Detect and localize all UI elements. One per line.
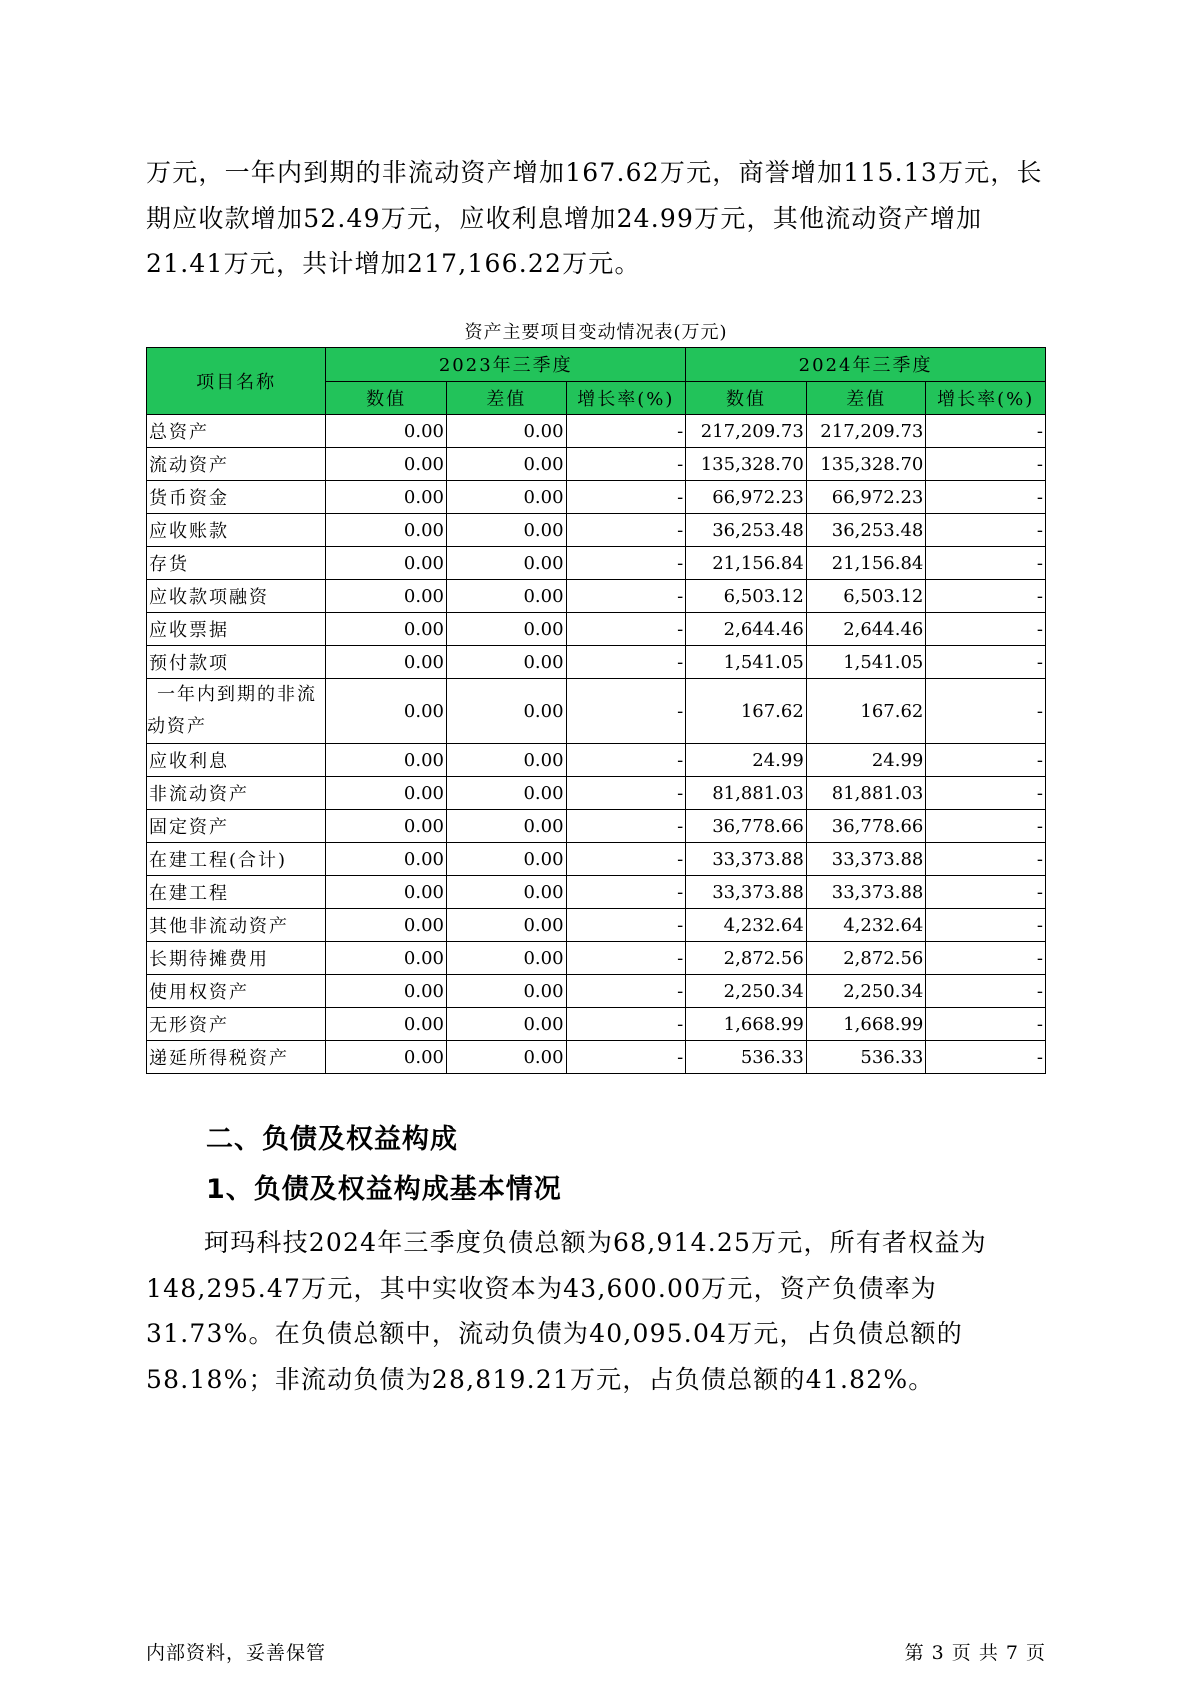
cell-v2023: 0.00 (326, 613, 447, 646)
cell-g2024: - (926, 481, 1046, 514)
cell-d2024: 1,541.05 (806, 646, 926, 679)
cell-g2023: - (566, 1041, 686, 1074)
asset-change-table (146, 347, 1046, 1074)
cell-v2023: 0.00 (326, 744, 447, 777)
cell-g2023: - (566, 613, 686, 646)
header-diff-2024: 差值 (806, 381, 926, 415)
row-item-name: 应收款项融资 (147, 580, 326, 613)
row-item-name: 固定资产 (147, 810, 326, 843)
table-caption: 资产主要项目变动情况表(万元) (464, 322, 728, 343)
cell-g2024: - (926, 843, 1046, 876)
row-item-name: 长期待摊费用 (147, 942, 326, 975)
header-period-2023: 2023年三季度 (326, 348, 686, 382)
table-row (147, 1041, 1046, 1074)
row-item-name: 在建工程 (147, 876, 326, 909)
row-item-name: 其他非流动资产 (147, 909, 326, 942)
cell-v2023: 0.00 (326, 1041, 447, 1074)
cell-v2023: 0.00 (326, 481, 447, 514)
subsection-heading: 1、负债及权益构成基本情况 (206, 1174, 562, 1205)
cell-g2023: - (566, 843, 686, 876)
row-item-name: 一年内到期的非流动资产 (147, 679, 326, 744)
cell-v2024: 1,541.05 (686, 646, 807, 679)
row-item-name: 使用权资产 (147, 975, 326, 1008)
cell-d2023: 0.00 (447, 613, 567, 646)
cell-v2024: 66,972.23 (686, 481, 807, 514)
cell-g2023: - (566, 975, 686, 1008)
cell-d2024: 33,373.88 (806, 876, 926, 909)
cell-g2023: - (566, 448, 686, 481)
cell-d2024: 2,250.34 (806, 975, 926, 1008)
table-row (147, 975, 1046, 1008)
cell-d2023: 0.00 (447, 876, 567, 909)
cell-v2024: 167.62 (686, 679, 807, 744)
cell-v2023: 0.00 (326, 1008, 447, 1041)
footer-confidential-note: 内部资料，妥善保管 (146, 1642, 327, 1664)
cell-d2023: 0.00 (447, 646, 567, 679)
cell-v2023: 0.00 (326, 514, 447, 547)
cell-v2024: 4,232.64 (686, 909, 807, 942)
cell-d2023: 0.00 (447, 580, 567, 613)
table-row (147, 415, 1046, 448)
cell-d2024: 66,972.23 (806, 481, 926, 514)
cell-g2023: - (566, 744, 686, 777)
cell-g2024: - (926, 547, 1046, 580)
cell-d2024: 2,872.56 (806, 942, 926, 975)
cell-g2024: - (926, 909, 1046, 942)
cell-v2023: 0.00 (326, 810, 447, 843)
cell-g2024: - (926, 679, 1046, 744)
table-row (147, 810, 1046, 843)
header-growth-2023: 增长率(%) (566, 381, 686, 415)
section-heading: 二、负债及权益构成 (206, 1124, 458, 1155)
cell-g2024: - (926, 646, 1046, 679)
row-item-name: 非流动资产 (147, 777, 326, 810)
row-item-name: 递延所得税资产 (147, 1041, 326, 1074)
header-value-2023: 数值 (326, 381, 447, 415)
cell-d2023: 0.00 (447, 679, 567, 744)
table-row (147, 744, 1046, 777)
row-item-name: 总资产 (147, 415, 326, 448)
header-growth-2024: 增长率(%) (926, 381, 1046, 415)
cell-v2024: 33,373.88 (686, 843, 807, 876)
header-value-2024: 数值 (686, 381, 807, 415)
cell-d2024: 81,881.03 (806, 777, 926, 810)
cell-v2023: 0.00 (326, 580, 447, 613)
cell-g2023: - (566, 777, 686, 810)
cell-g2023: - (566, 679, 686, 744)
cell-v2024: 2,872.56 (686, 942, 807, 975)
table-row (147, 547, 1046, 580)
row-item-name: 无形资产 (147, 1008, 326, 1041)
cell-g2024: - (926, 942, 1046, 975)
header-period-2024: 2024年三季度 (686, 348, 1046, 382)
table-body (147, 415, 1046, 1074)
cell-g2024: - (926, 777, 1046, 810)
cell-g2024: - (926, 744, 1046, 777)
cell-g2023: - (566, 1008, 686, 1041)
cell-v2024: 2,250.34 (686, 975, 807, 1008)
cell-d2024: 33,373.88 (806, 843, 926, 876)
cell-d2023: 0.00 (447, 810, 567, 843)
table-row (147, 843, 1046, 876)
cell-d2024: 1,668.99 (806, 1008, 926, 1041)
cell-d2024: 4,232.64 (806, 909, 926, 942)
table-row (147, 876, 1046, 909)
cell-d2023: 0.00 (447, 1041, 567, 1074)
cell-g2023: - (566, 876, 686, 909)
header-diff-2023: 差值 (447, 381, 567, 415)
cell-d2024: 536.33 (806, 1041, 926, 1074)
cell-v2024: 24.99 (686, 744, 807, 777)
row-item-name: 存货 (147, 547, 326, 580)
cell-g2023: - (566, 810, 686, 843)
row-item-name: 在建工程(合计) (147, 843, 326, 876)
cell-g2023: - (566, 514, 686, 547)
cell-d2024: 6,503.12 (806, 580, 926, 613)
cell-g2024: - (926, 613, 1046, 646)
cell-d2023: 0.00 (447, 744, 567, 777)
cell-v2024: 135,328.70 (686, 448, 807, 481)
cell-d2024: 24.99 (806, 744, 926, 777)
table-row (147, 448, 1046, 481)
cell-d2024: 21,156.84 (806, 547, 926, 580)
table-row (147, 580, 1046, 613)
cell-d2023: 0.00 (447, 942, 567, 975)
table-row (147, 909, 1046, 942)
intro-paragraph: 万元，一年内到期的非流动资产增加167.62万元，商誉增加115.13万元，长期应收款增加52.49万元，应收利息增加24.99万元，其他流动资产增加21.41万元，共计增加217,166.22万元。 (146, 158, 1043, 278)
cell-v2023: 0.00 (326, 975, 447, 1008)
cell-v2023: 0.00 (326, 777, 447, 810)
cell-d2024: 36,778.66 (806, 810, 926, 843)
cell-d2024: 167.62 (806, 679, 926, 744)
cell-d2023: 0.00 (447, 415, 567, 448)
cell-v2023: 0.00 (326, 448, 447, 481)
cell-v2024: 6,503.12 (686, 580, 807, 613)
cell-g2024: - (926, 1008, 1046, 1041)
body-paragraph: 珂玛科技2024年三季度负债总额为68,914.25万元，所有者权益为148,295.47万元，其中实收资本为43,600.00万元，资产负债率为31.73%。在负债总额中，流动负债为40,095.04万元，占负债总额的58.18%；非流动负债为28,819.21万元，占负债总额的41.82%。 (146, 1228, 987, 1394)
row-item-name: 应收账款 (147, 514, 326, 547)
cell-g2024: - (926, 580, 1046, 613)
table-row (147, 613, 1046, 646)
cell-v2024: 217,209.73 (686, 415, 807, 448)
cell-v2023: 0.00 (326, 843, 447, 876)
cell-g2024: - (926, 1041, 1046, 1074)
cell-v2024: 1,668.99 (686, 1008, 807, 1041)
cell-v2023: 0.00 (326, 942, 447, 975)
cell-d2023: 0.00 (447, 843, 567, 876)
table-row (147, 942, 1046, 975)
cell-g2023: - (566, 415, 686, 448)
cell-d2023: 0.00 (447, 909, 567, 942)
row-item-name: 流动资产 (147, 448, 326, 481)
cell-v2024: 36,778.66 (686, 810, 807, 843)
header-item-name: 项目名称 (147, 348, 326, 415)
cell-v2024: 81,881.03 (686, 777, 807, 810)
cell-g2023: - (566, 481, 686, 514)
cell-g2024: - (926, 514, 1046, 547)
cell-d2024: 2,644.46 (806, 613, 926, 646)
row-item-name: 应收利息 (147, 744, 326, 777)
cell-g2023: - (566, 942, 686, 975)
cell-g2023: - (566, 580, 686, 613)
table-row (147, 679, 1046, 744)
cell-g2024: - (926, 448, 1046, 481)
cell-d2024: 217,209.73 (806, 415, 926, 448)
cell-g2024: - (926, 810, 1046, 843)
cell-d2023: 0.00 (447, 481, 567, 514)
table-row (147, 777, 1046, 810)
cell-v2023: 0.00 (326, 909, 447, 942)
row-item-name: 应收票据 (147, 613, 326, 646)
cell-v2023: 0.00 (326, 679, 447, 744)
cell-d2023: 0.00 (447, 448, 567, 481)
cell-d2023: 0.00 (447, 547, 567, 580)
cell-g2024: - (926, 415, 1046, 448)
row-item-name: 货币资金 (147, 481, 326, 514)
cell-g2023: - (566, 646, 686, 679)
cell-d2023: 0.00 (447, 514, 567, 547)
cell-g2024: - (926, 876, 1046, 909)
table-row (147, 514, 1046, 547)
cell-d2023: 0.00 (447, 975, 567, 1008)
cell-v2023: 0.00 (326, 415, 447, 448)
cell-d2023: 0.00 (447, 1008, 567, 1041)
cell-v2023: 0.00 (326, 646, 447, 679)
cell-v2024: 21,156.84 (686, 547, 807, 580)
cell-v2024: 2,644.46 (686, 613, 807, 646)
cell-d2023: 0.00 (447, 777, 567, 810)
cell-v2024: 36,253.48 (686, 514, 807, 547)
cell-d2024: 135,328.70 (806, 448, 926, 481)
cell-v2023: 0.00 (326, 876, 447, 909)
cell-v2023: 0.00 (326, 547, 447, 580)
cell-g2023: - (566, 909, 686, 942)
cell-g2024: - (926, 975, 1046, 1008)
table-row (147, 1008, 1046, 1041)
cell-v2024: 33,373.88 (686, 876, 807, 909)
cell-d2024: 36,253.48 (806, 514, 926, 547)
table-row (147, 481, 1046, 514)
footer-page-number: 第 3 页 共 7 页 (904, 1642, 1046, 1664)
row-item-name: 预付款项 (147, 646, 326, 679)
table-row (147, 646, 1046, 679)
cell-g2023: - (566, 547, 686, 580)
cell-v2024: 536.33 (686, 1041, 807, 1074)
